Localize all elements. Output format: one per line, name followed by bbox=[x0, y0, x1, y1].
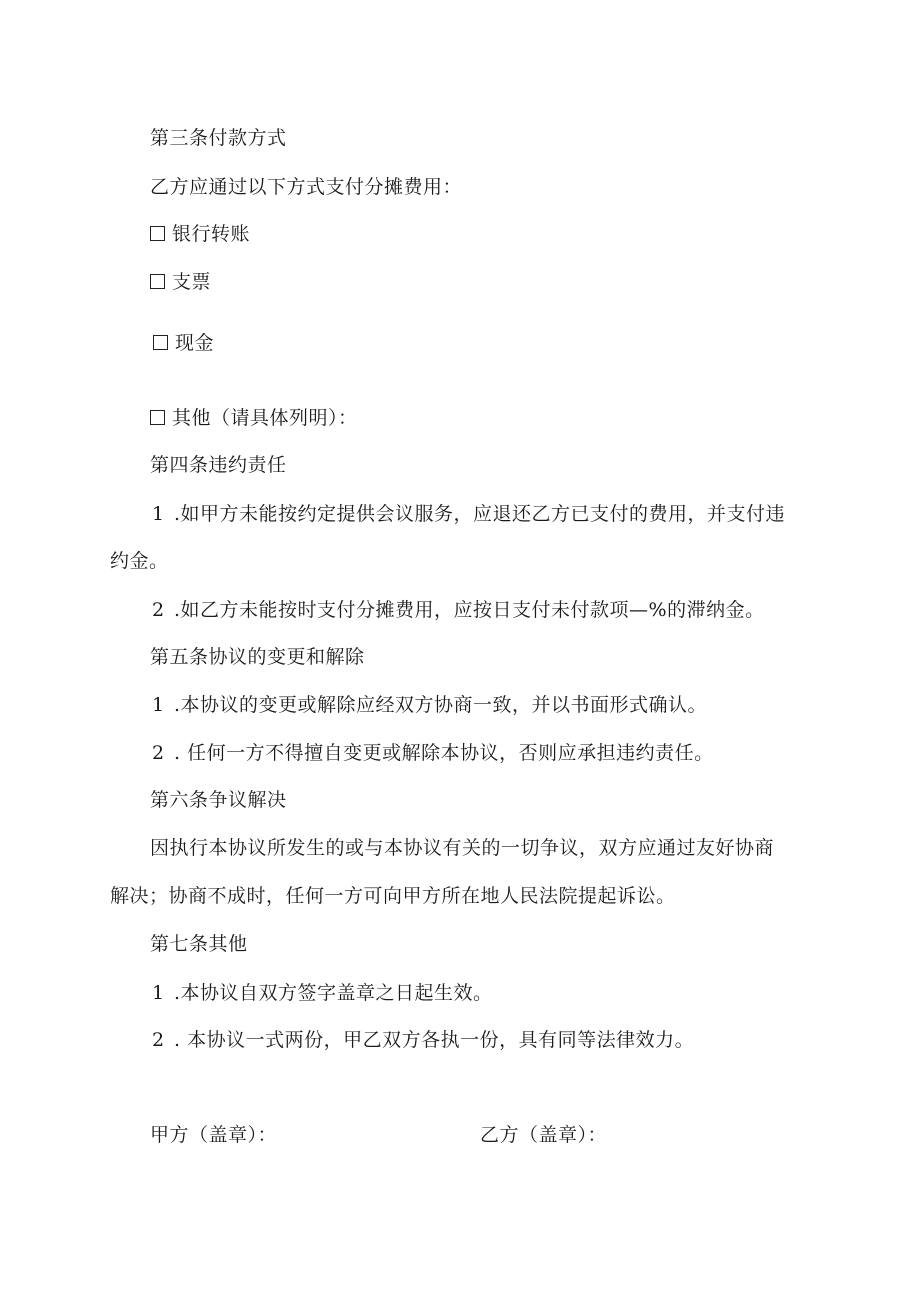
item-text: . 任何一方不得擅自变更或解除本协议，否则应承担违约责任。 bbox=[174, 742, 714, 764]
article7-title: 第七条其他 bbox=[150, 933, 248, 955]
item-number: 2 bbox=[152, 1029, 165, 1051]
article6-line2: 解决；协商不成时，任何一方可向甲方所在地人民法院提起诉讼。 bbox=[110, 885, 676, 907]
item-text: .如甲方未能按约定提供会议服务，应退还乙方已支付的费用，并支付违 bbox=[174, 503, 786, 525]
item-number: 1 bbox=[152, 694, 165, 716]
item-text: .本协议的变更或解除应经双方协商一致，并以书面形式确认。 bbox=[174, 694, 708, 716]
checkbox-icon[interactable] bbox=[150, 410, 165, 425]
checkbox-icon[interactable] bbox=[153, 335, 168, 350]
article3-intro: 乙方应通过以下方式支付分摊费用： bbox=[150, 176, 463, 198]
article7-item2 bbox=[152, 1028, 694, 1052]
option-label: 其他（请具体列明）： bbox=[172, 407, 358, 429]
option-label: 现金 bbox=[175, 332, 215, 354]
checkbox-icon[interactable] bbox=[150, 274, 165, 289]
party-b-signature: 乙方（盖章）： bbox=[480, 1124, 608, 1146]
item-number: 1 bbox=[152, 503, 165, 525]
item-number: 1 bbox=[152, 982, 165, 1004]
article6-line1: 因执行本协议所发生的或与本协议有关的一切争议，双方应通过友好协商 bbox=[150, 837, 775, 859]
article4-item1-line1 bbox=[152, 502, 785, 526]
option-label: 支票 bbox=[172, 271, 212, 293]
checkbox-icon[interactable] bbox=[150, 226, 165, 241]
item-text: . 本协议一式两份，甲乙双方各执一份，具有同等法律效力。 bbox=[174, 1029, 695, 1051]
article5-item1 bbox=[152, 693, 707, 717]
article4-item1-line2: 约金。 bbox=[110, 550, 169, 572]
party-a-signature: 甲方（盖章）： bbox=[150, 1124, 278, 1146]
item-number: 2 bbox=[152, 599, 165, 621]
payment-option-bank-transfer[interactable] bbox=[150, 222, 250, 246]
item-text: .本协议自双方签字盖章之日起生效。 bbox=[174, 982, 493, 1004]
article3-title: 第三条付款方式 bbox=[150, 127, 287, 149]
payment-option-check[interactable] bbox=[150, 270, 211, 294]
option-label: 银行转账 bbox=[172, 223, 251, 245]
payment-option-other[interactable] bbox=[150, 406, 358, 430]
article5-title: 第五条协议的变更和解除 bbox=[150, 646, 365, 668]
item-number: 2 bbox=[152, 742, 165, 764]
article7-item1 bbox=[152, 981, 493, 1005]
article4-item2 bbox=[152, 598, 765, 622]
article4-title: 第四条违约责任 bbox=[150, 454, 287, 476]
article6-title: 第六条争议解决 bbox=[150, 789, 287, 811]
payment-option-cash[interactable] bbox=[153, 331, 214, 355]
article5-item2 bbox=[152, 741, 714, 765]
item-text: .如乙方未能按时支付分摊费用，应按日支付未付款项—%的滞纳金。 bbox=[174, 599, 765, 621]
